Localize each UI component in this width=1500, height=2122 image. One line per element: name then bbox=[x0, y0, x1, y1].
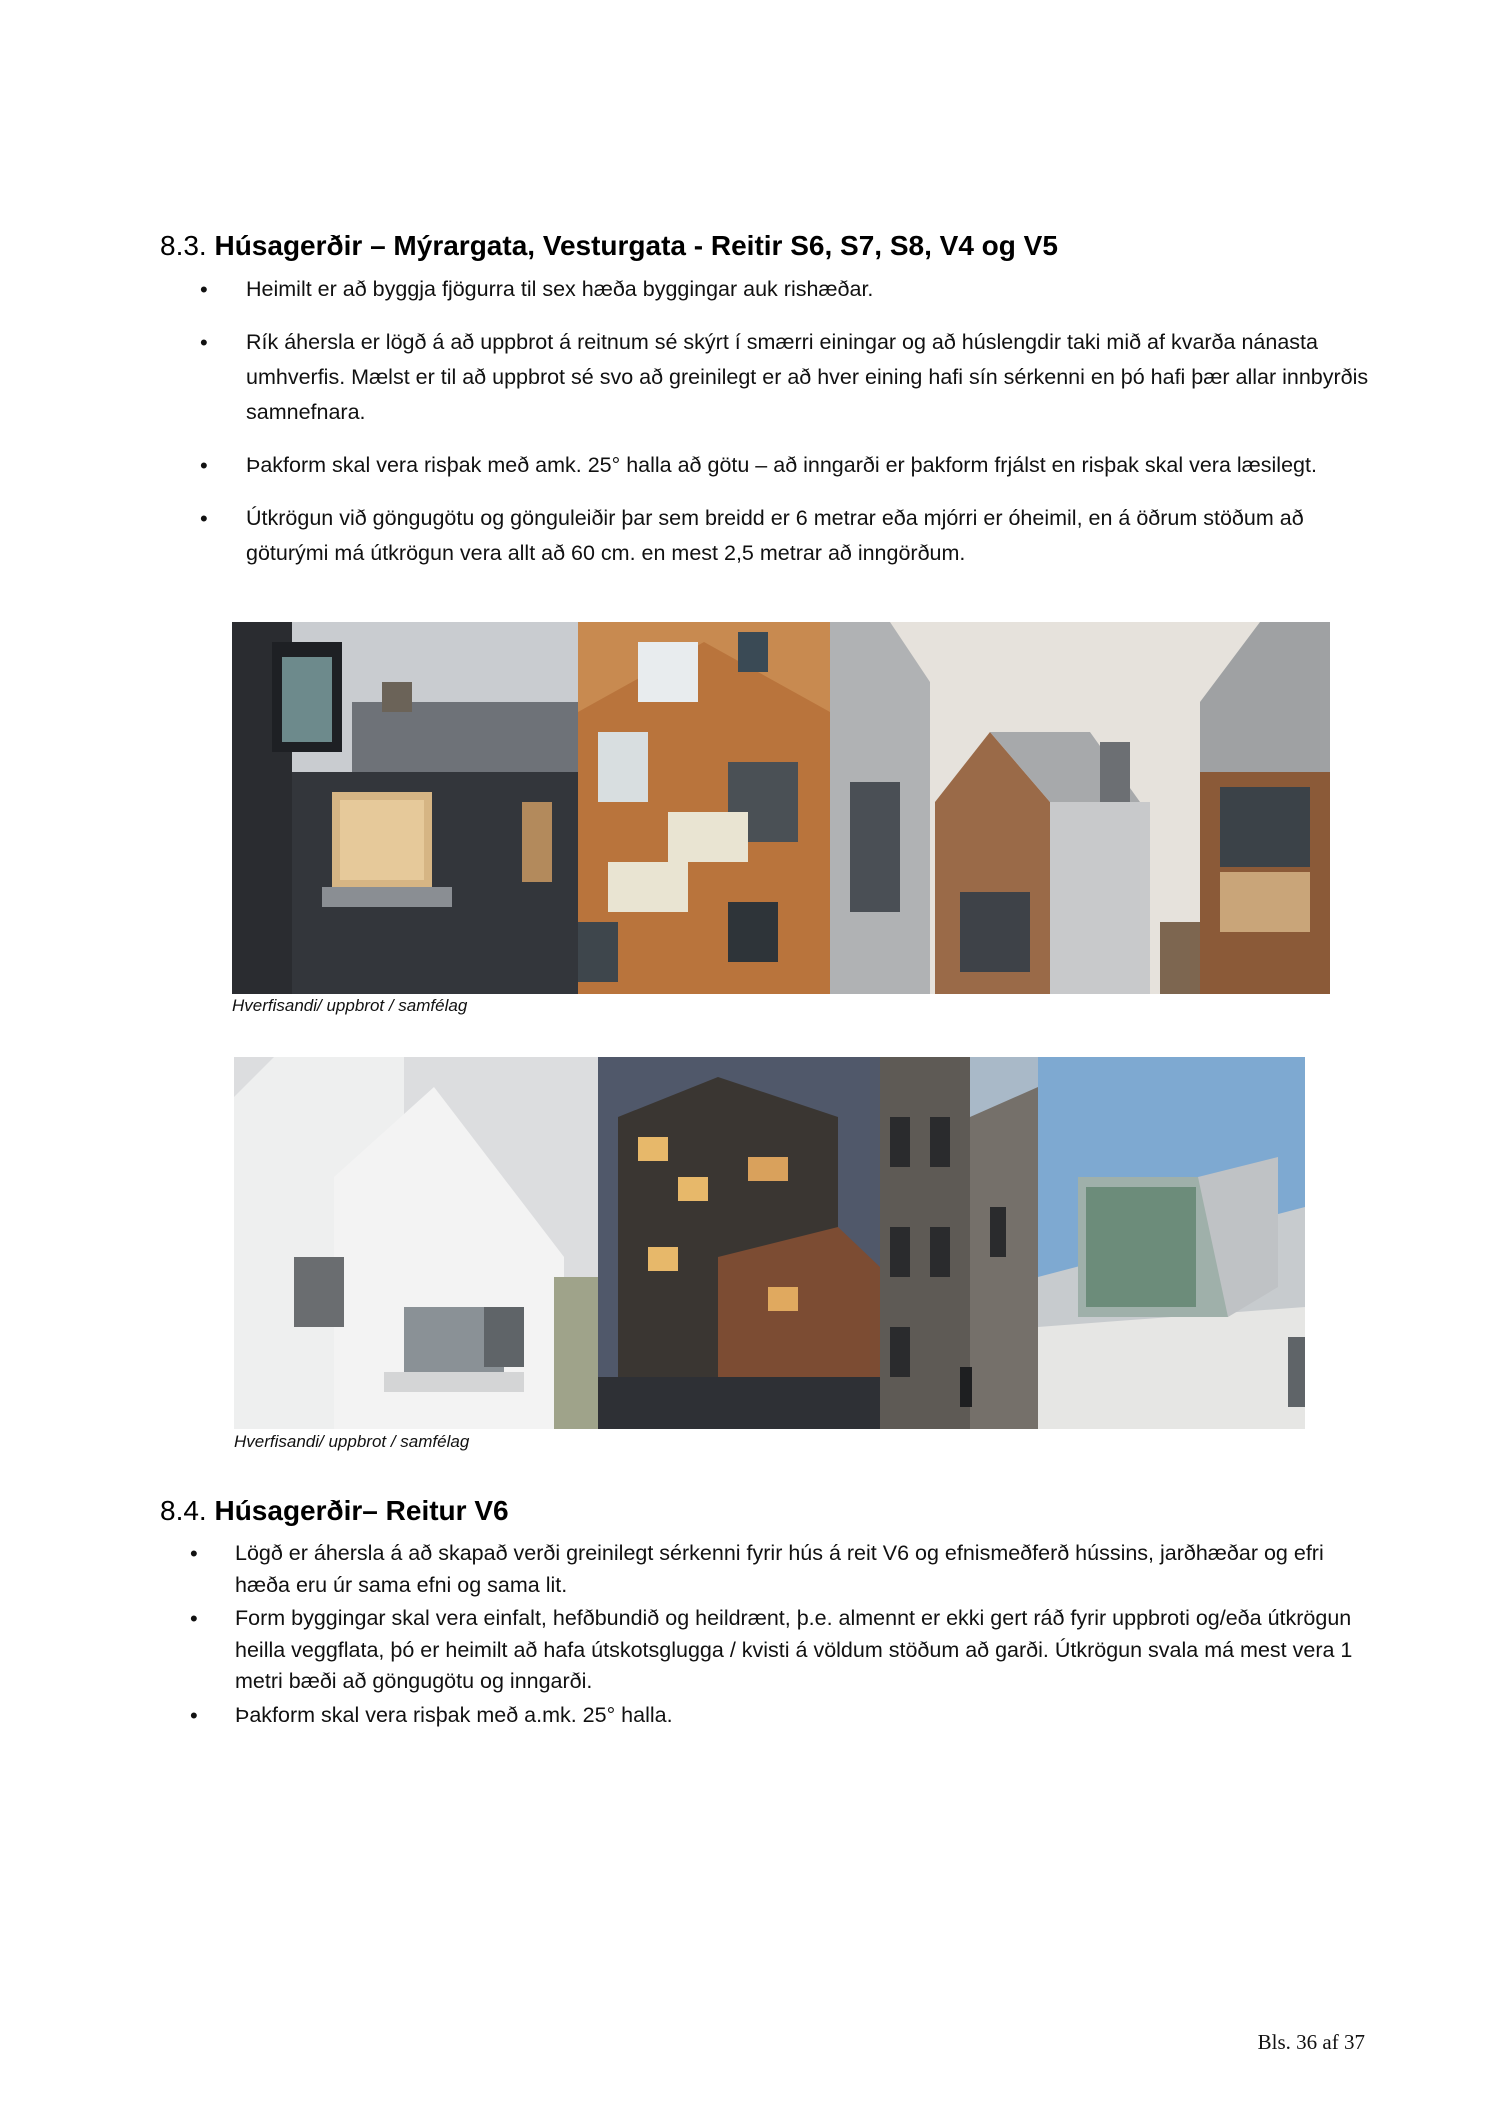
section-number: 8.4. bbox=[160, 1495, 207, 1526]
photo-timber-facade bbox=[578, 622, 830, 994]
photo-gallery-2 bbox=[234, 1057, 1305, 1429]
bullet-icon: • bbox=[190, 1541, 198, 1566]
list-item: • Þakform skal vera risþak með amk. 25° halla að götu – að inngarði er þakform frjálst en risþak skal vera læsilegt. bbox=[190, 448, 1370, 483]
bullet-icon: • bbox=[190, 1606, 198, 1631]
bullet-icon: • bbox=[200, 277, 208, 302]
list-item: • Rík áhersla er lögð á að uppbrot á reitnum sé skýrt í smærri einingar og að húslengdir taki mið af kvarða nánasta umhverfis. Mælst er til að uppbrot sé svo að greinilegt er að hver eining hafi sín sérkenni en þó hafi þær allar innbyrðis samnefnara. bbox=[190, 325, 1370, 430]
photo-dark-clad-house bbox=[232, 622, 578, 994]
section-heading-8-3 bbox=[160, 230, 1058, 262]
section-title: Húsagerðir – Mýrargata, Vesturgata - Reitir S6, S7, S8, V4 og V5 bbox=[214, 230, 1058, 261]
photo-white-metal-houses bbox=[234, 1057, 598, 1429]
photo-glass-dormer bbox=[1038, 1057, 1305, 1429]
photo-gallery-1 bbox=[232, 622, 1330, 994]
list-item: • Þakform skal vera risþak með a.mk. 25° halla. bbox=[180, 1700, 1360, 1732]
list-item: • Form byggingar skal vera einfalt, hefðbundið og heildrænt, þ.e. almennt er ekki gert ráð fyrir uppbroti og/eða útkrögun heilla veggflata, þó er heimilt að hafa útskotsglugga / kvisti á völdum stöðum að garði. Útkrögun svala má mest vera 1 metri bæði að göngugötu og inngarði. bbox=[180, 1603, 1360, 1698]
gallery-1-caption: Hverfisandi/ uppbrot / samfélag bbox=[232, 996, 468, 1015]
page-number: Bls. 36 af 37 bbox=[1257, 2030, 1365, 2054]
section-number: 8.3. bbox=[160, 230, 207, 261]
section-8-3-bullet-list bbox=[190, 272, 1370, 589]
photo-apartment-dusk bbox=[598, 1057, 880, 1429]
bullet-icon: • bbox=[200, 453, 208, 478]
section-8-4-bullet-list bbox=[180, 1538, 1360, 1733]
photo-gabled-row-houses bbox=[830, 622, 1330, 994]
list-item: • Lögð er áhersla á að skapað verði greinilegt sérkenni fyrir hús á reit V6 og efnismeðferð hússins, jarðhæðar og efri hæða eru úr sama efni og sama lit. bbox=[180, 1538, 1360, 1601]
photo-brick-street bbox=[880, 1057, 1038, 1429]
list-item: • Heimilt er að byggja fjögurra til sex hæða byggingar auk rishæðar. bbox=[190, 272, 1370, 307]
bullet-icon: • bbox=[200, 506, 208, 531]
section-heading-8-4 bbox=[160, 1495, 509, 1527]
section-title: Húsagerðir– Reitur V6 bbox=[214, 1495, 509, 1526]
bullet-icon: • bbox=[190, 1702, 198, 1728]
gallery-2-caption: Hverfisandi/ uppbrot / samfélag bbox=[234, 1432, 470, 1451]
bullet-icon: • bbox=[200, 330, 208, 355]
list-item: • Útkrögun við göngugötu og gönguleiðir þar sem breidd er 6 metrar eða mjórri er óheimil, en á öðrum stöðum að göturými má útkrögun vera allt að 60 cm. en mest 2,5 metrar að inngörðum. bbox=[190, 501, 1370, 571]
